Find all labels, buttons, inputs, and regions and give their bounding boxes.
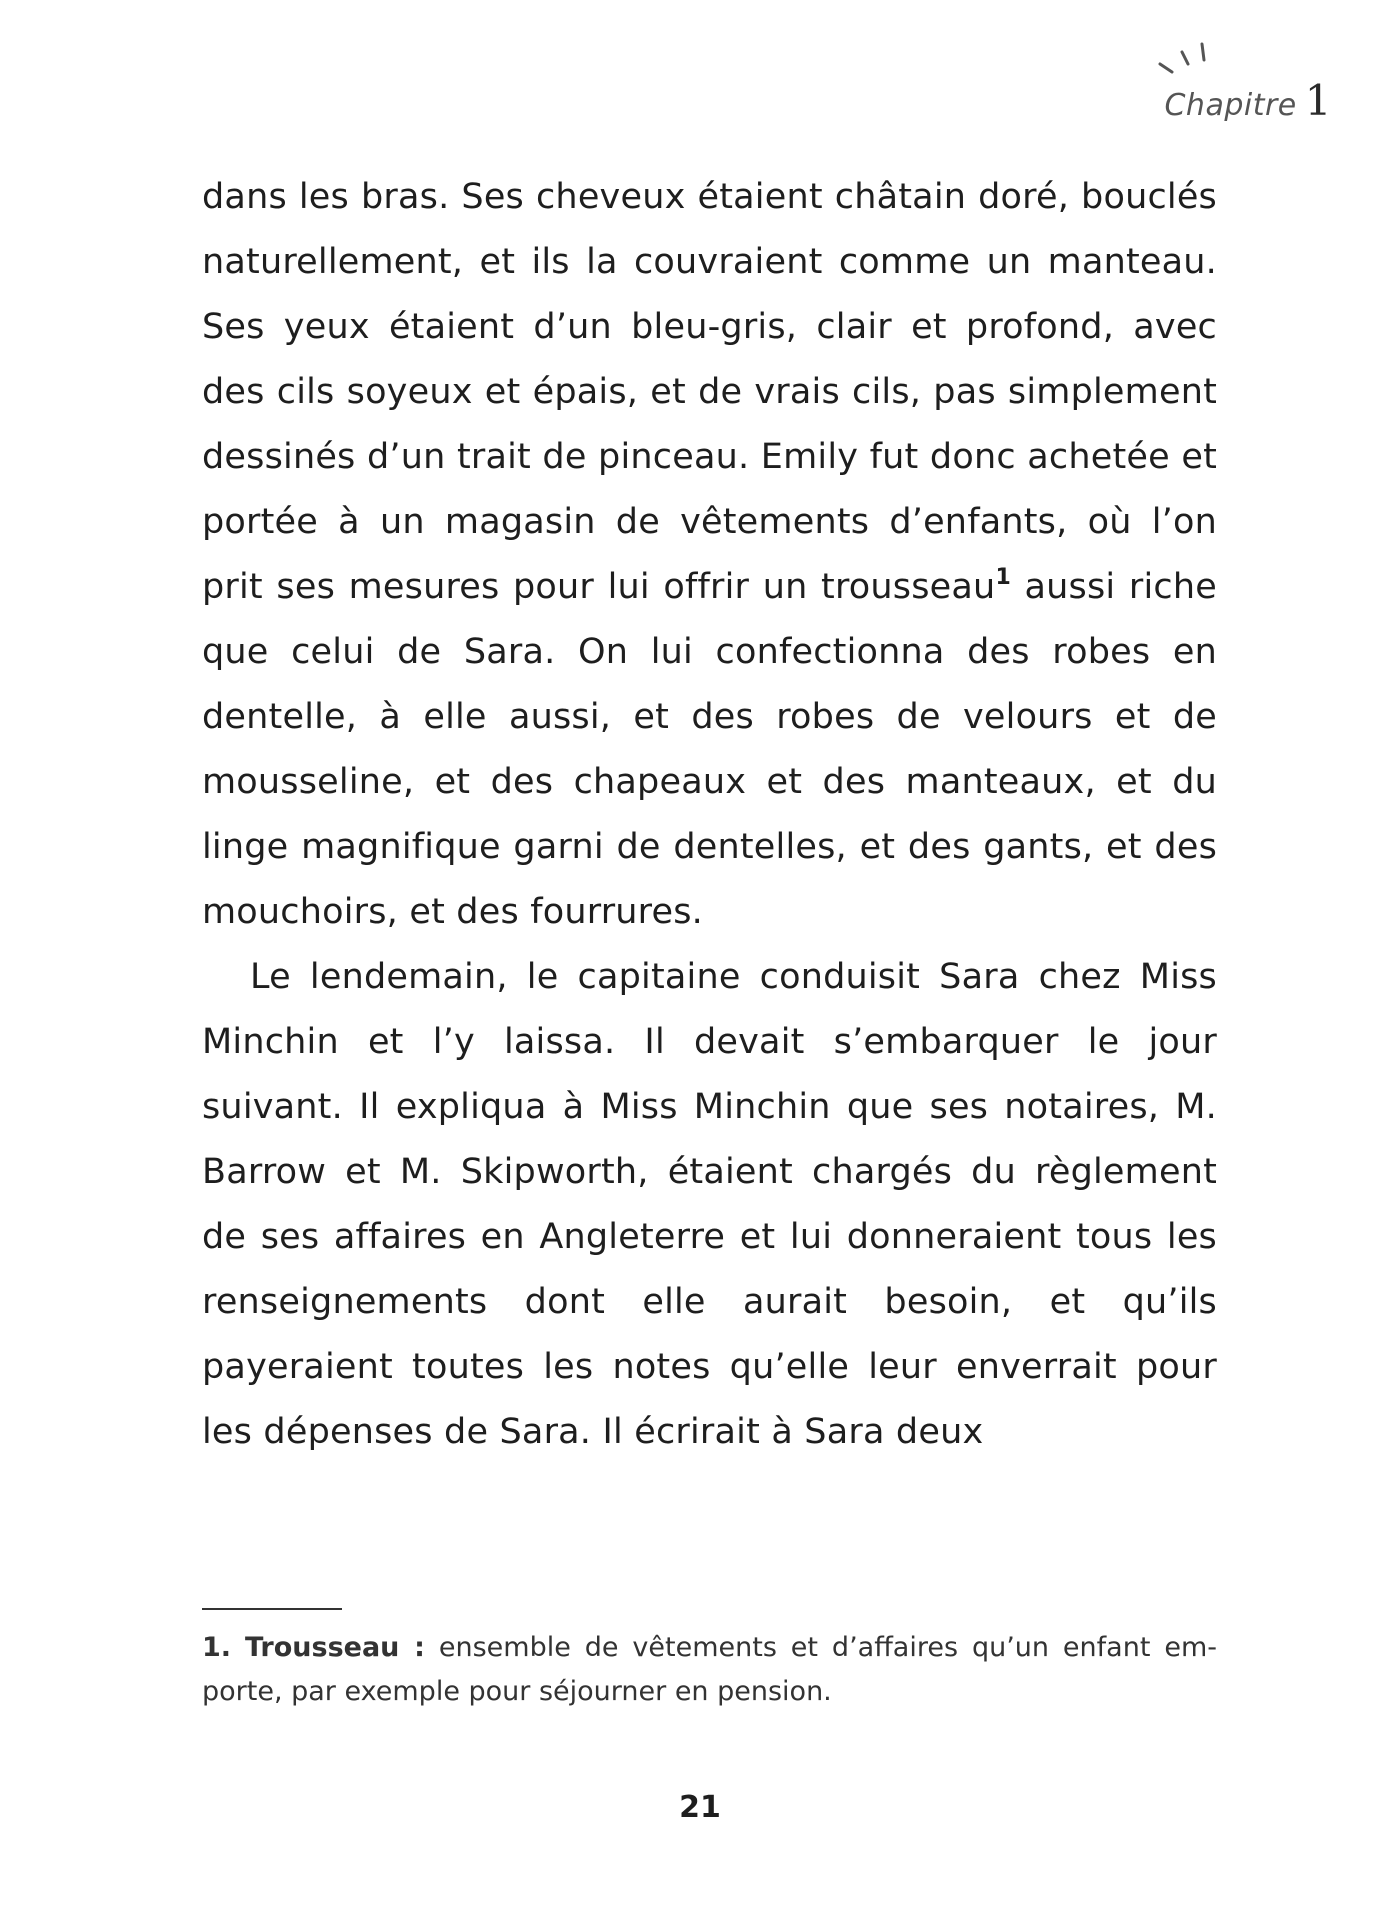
paragraph-1-end: aussi riche que celui de Sara. On lui confectionna des robes en dentelle, à elle aussi, et des robes de velours et de mousseline, et des chapeaux et des manteaux, et du linge magnifique garni de dentelles, et des gants, et des mouchoirs, et des fourrures. [202,567,1217,932]
footnote-text: ensemble de vêtements et d’affaires qu’un enfant emporte, par exemple pour séjourner en pension. [202,1632,1217,1707]
footnote [202,1626,1217,1714]
paragraph-2: Le lendemain, le capitaine conduisit Sara chez Miss Minchin et l’y laissa. Il devait s’embarquer le jour suivant. Il expliqua à Miss Minchin que ses notaires, M. Barrow et M. Skipworth, étaient chargés du règlement de ses affaires en Angleterre et lui donneraient tous les renseignements dont elle aurait besoin, et qu’ils payeraient toutes les notes qu’elle leur enverrait pour les dépenses de Sara. Il écrirait à Sara deux [202,957,1217,1452]
sparkle-ticks-icon [1152,40,1222,80]
chapter-label [1164,76,1332,125]
chapter-word: Chapitre [1164,88,1297,123]
footnote-reference: 1 [995,565,1011,590]
body-text [202,165,1217,1465]
footnote-separator [202,1608,342,1610]
paragraph-1-text: dans les bras. Ses cheveux étaient châtain doré, bouclés naturellement, et ils la couvraient comme un manteau. Ses yeux étaient d’un bleu-gris, clair et profond, avec des cils soyeux et épais, et de vrais cils, pas simplement dessinés d’un trait de pinceau. Emily fut donc achetée et portée à un magasin de vêtements d’enfants, où l’on prit ses mesures pour lui offrir un trousseau [202,177,1217,607]
running-header [1072,40,1332,125]
footnote-term: Trousseau : [244,1632,425,1663]
paragraph-1 [202,165,1217,945]
footnote-number: 1. [202,1632,232,1663]
chapter-number: 1 [1304,76,1332,125]
page-number: 21 [679,1790,721,1825]
